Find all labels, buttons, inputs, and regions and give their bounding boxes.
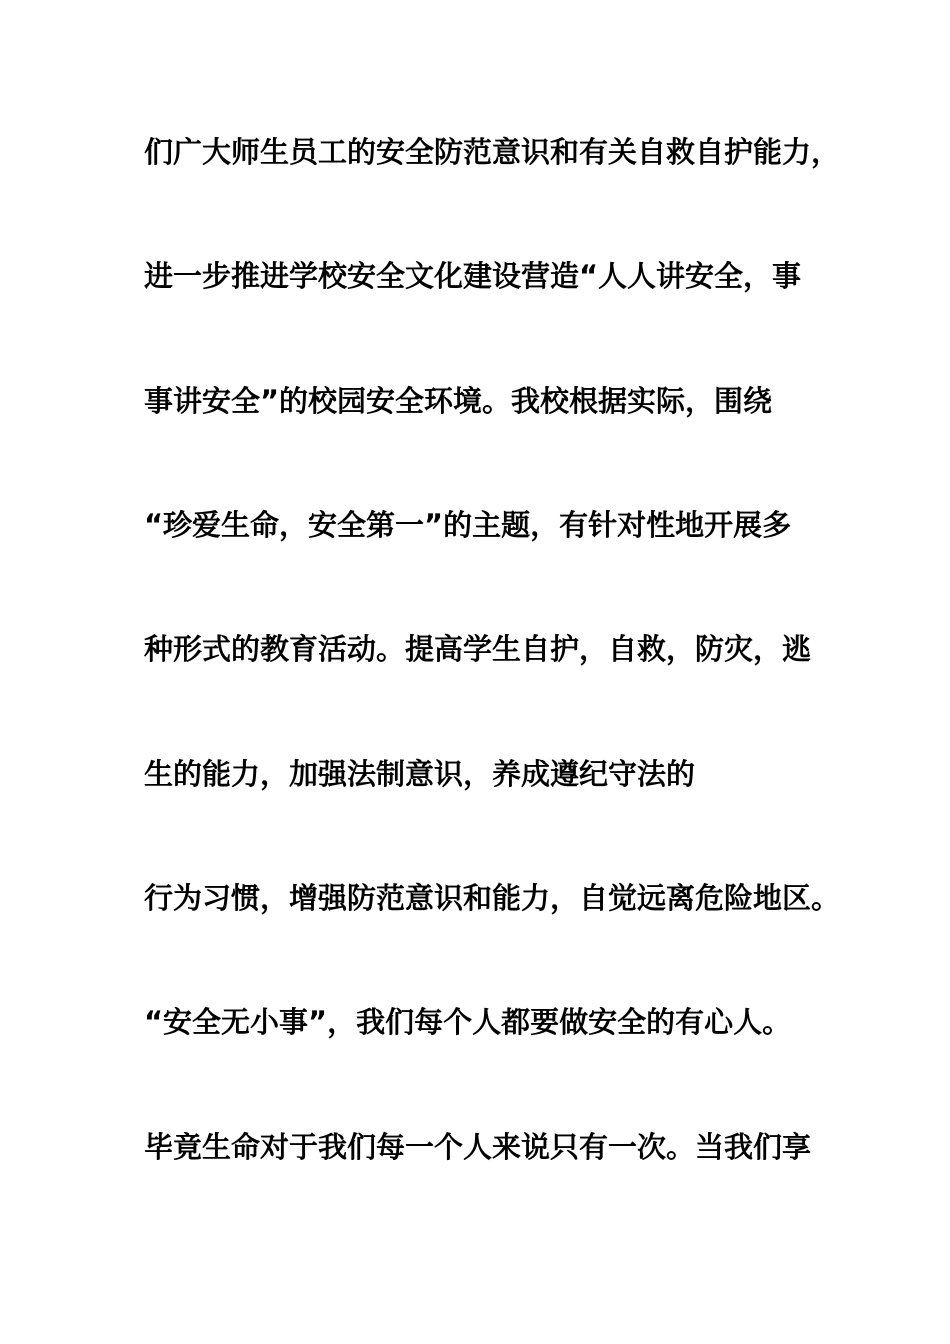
text-line-2: 进一步推进学校安全文化建设营造“人人讲安全，事 [144,259,802,293]
text-line-8: “安全无小事”，我们每个人都要做安全的有心人。 [144,1005,792,1039]
text-line-5: 种形式的教育活动。提高学生自护，自救，防灾，逃 [144,632,812,666]
text-line-4: “珍爱生命，安全第一”的主题，有针对性地开展多 [144,508,792,542]
text-line-6: 生的能力，加强法制意识，养成遵纪守法的 [144,757,696,791]
text-line-7: 行为习惯，增强防范意识和能力，自觉远离危险地区。 [144,881,841,915]
text-line-1: 们广大师生员工的安全防范意识和有关自救自护能力， [144,135,841,169]
text-line-9: 毕竟生命对于我们每一个人来说只有一次。当我们享 [144,1130,812,1164]
text-line-3: 事讲安全”的校园安全环境。我校根据实际，围绕 [144,384,773,418]
